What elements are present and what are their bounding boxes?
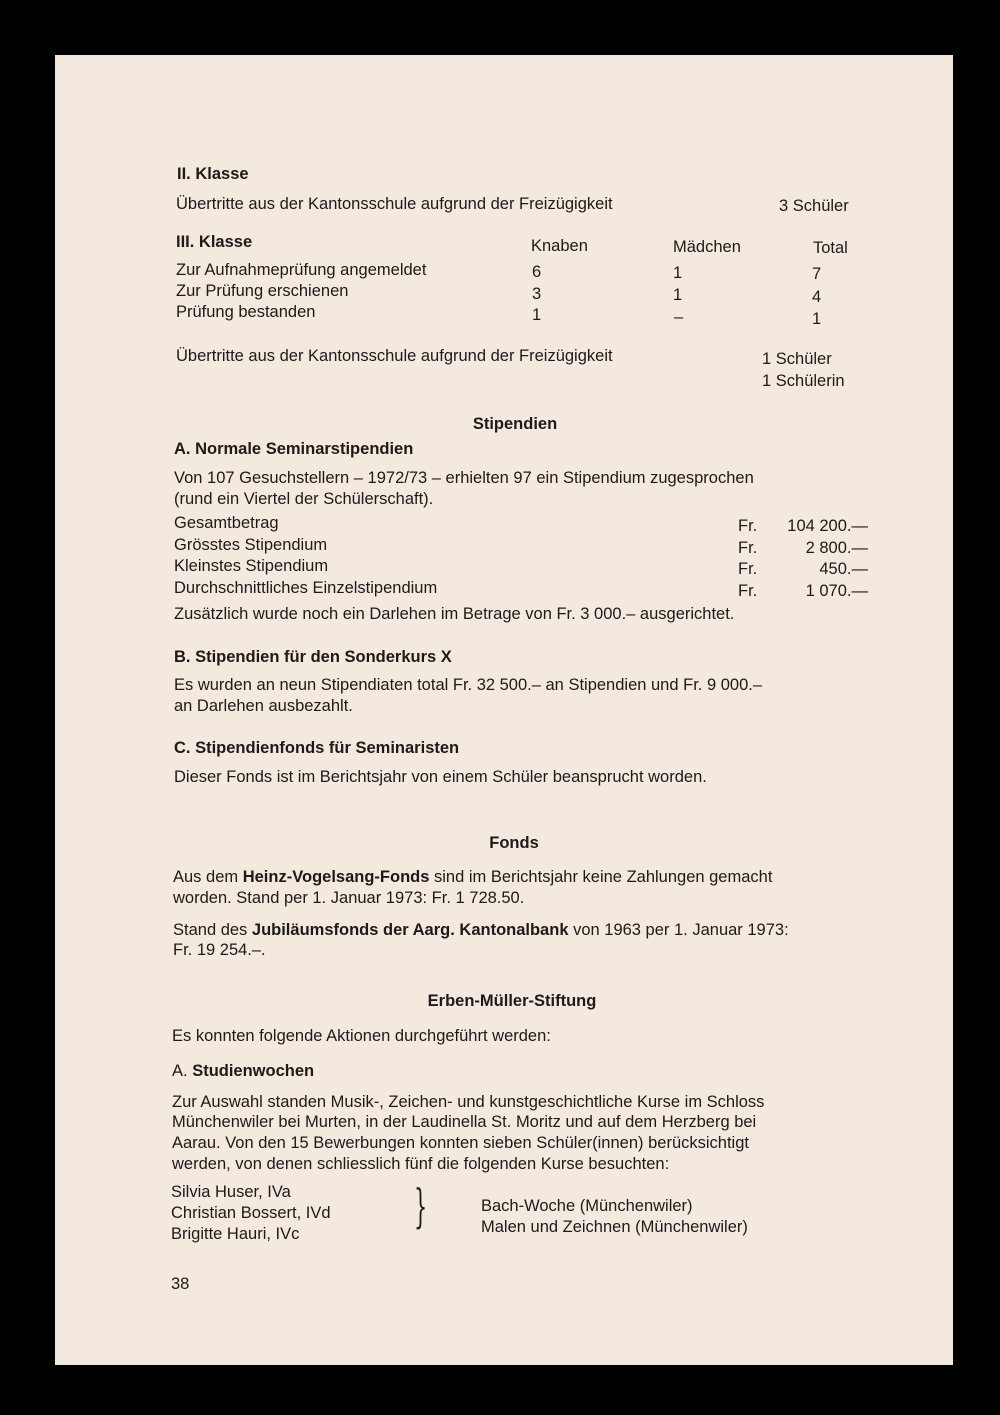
stipendien-b-heading: B. Stipendien für den Sonderkurs X [174,648,452,666]
table-row-label: Zur Prüfung erschienen [176,282,349,300]
table-cell-total: 1 [812,310,822,328]
stiftung-a-heading [172,1062,314,1081]
fonds-p2-post: von 1963 per 1. Januar 1973: [568,921,789,939]
fonds-paragraph-1-line2: worden. Stand per 1. Januar 1973: Fr. 1 728.50. [173,889,525,907]
stipendien-title: Stipendien [472,415,558,433]
table-cell-maedchen: 1 [673,264,683,282]
fonds-p2-pre: Stand des [173,921,252,939]
stipendien-row-amount: 1 070.— [805,582,868,600]
stipendien-b-text2: an Darlehen ausbezahlt. [174,697,353,715]
stiftung-text-line: werden, von denen schliesslich fünf die folgenden Kurse besuchten: [172,1155,670,1173]
fonds-paragraph-1 [173,868,772,887]
col-total-header: Total [813,239,848,257]
student-name: Brigitte Hauri, IVc [171,1225,300,1243]
klasse3-heading: III. Klasse [176,233,253,251]
fonds-p1-post: sind im Berichtsjahr keine Zahlungen gemacht [429,868,773,886]
table-row-label: Zur Aufnahmeprüfung angemeldet [176,261,427,279]
stipendien-row-label: Grösstes Stipendium [174,536,328,554]
table-cell-knaben: 6 [532,263,542,281]
stipendien-a-extra: Zusätzlich wurde noch ein Darlehen im Betrage von Fr. 3 000.– ausgerichtet. [174,605,735,623]
stipendien-a-heading: A. Normale Seminarstipendien [174,440,414,458]
klasse2-heading: II. Klasse [177,165,249,183]
stiftung-title: Erben-Müller-Stiftung [427,992,597,1010]
table-cell-maedchen: 1 [673,286,683,304]
stiftung-text-line: Aarau. Von den 15 Bewerbungen konnten sieben Schüler(innen) berücksichtigt [172,1134,749,1152]
course-name: Malen und Zeichnen (Münchenwiler) [481,1218,748,1236]
table-cell-total: 4 [812,288,822,306]
stipendien-row-currency: Fr. [738,582,758,600]
table-row-label: Prüfung bestanden [176,303,316,321]
klasse3-uebertritte-value2: 1 Schülerin [762,372,845,390]
col-knaben-header: Knaben [531,237,588,255]
fonds-paragraph-2 [173,921,789,940]
studienwochen-heading: Studienwochen [192,1062,315,1080]
klasse2-line-value: 3 Schüler [779,197,849,215]
stipendien-row-currency: Fr. [738,539,758,557]
stipendien-a-text2: (rund ein Viertel der Schülerschaft). [174,490,434,508]
stiftung-intro: Es konnten folgende Aktionen durchgeführt werden: [172,1027,551,1045]
col-maedchen-header: Mädchen [673,238,741,256]
fonds-p1-pre: Aus dem [173,868,243,886]
stipendien-row-label: Durchschnittliches Einzelstipendium [174,579,438,597]
brace-icon: } [414,1179,428,1233]
table-cell-total: 7 [812,265,822,283]
stipendien-c-text: Dieser Fonds ist im Berichtsjahr von einem Schüler beansprucht worden. [174,768,707,786]
jubilaeumsfonds-name: Jubiläumsfonds der Aarg. Kantonalbank [251,921,569,939]
fonds-title: Fonds [489,834,539,852]
klasse3-uebertritte-text: Übertritte aus der Kantonsschule aufgrund der Freizügigkeit [176,347,613,365]
table-cell-knaben: 1 [532,306,542,324]
klasse2-line-text: Übertritte aus der Kantonsschule aufgrund der Freizügigkeit [176,195,613,213]
stipendien-row-amount: 104 200.— [787,517,868,535]
fonds-paragraph-2-line2: Fr. 19 254.–. [173,941,266,959]
heinz-vogelsang-fonds-name: Heinz-Vogelsang-Fonds [242,868,430,886]
klasse3-uebertritte-value1: 1 Schüler [762,350,832,368]
stipendien-row-label: Gesamtbetrag [174,514,279,532]
stipendien-row-amount: 450.— [819,560,868,578]
stiftung-text-line: Münchenwiler bei Murten, in der Laudinella St. Moritz und auf dem Herzberg bei [172,1113,757,1131]
stipendien-a-text1: Von 107 Gesuchstellern – 1972/73 – erhielten 97 ein Stipendium zugesprochen [174,469,754,487]
table-cell-knaben: 3 [532,285,542,303]
course-name: Bach-Woche (Münchenwiler) [481,1197,693,1215]
stipendien-row-currency: Fr. [738,560,758,578]
stipendien-row-amount: 2 800.— [805,539,868,557]
stiftung-a-prefix: A. [172,1062,188,1080]
student-name: Christian Bossert, IVd [171,1204,331,1222]
stipendien-c-heading: C. Stipendienfonds für Seminaristen [174,739,460,757]
table-cell-maedchen: – [674,308,684,326]
stipendien-row-currency: Fr. [738,517,758,535]
student-name: Silvia Huser, IVa [171,1183,291,1201]
stiftung-text-line: Zur Auswahl standen Musik-, Zeichen- und kunstgeschichtliche Kurse im Schloss [172,1093,765,1111]
stipendien-row-label: Kleinstes Stipendium [174,557,329,575]
page-number: 38 [171,1275,190,1293]
stipendien-b-text1: Es wurden an neun Stipendiaten total Fr. 32 500.– an Stipendien und Fr. 9 000.– [174,676,763,694]
document-page [55,55,953,1365]
